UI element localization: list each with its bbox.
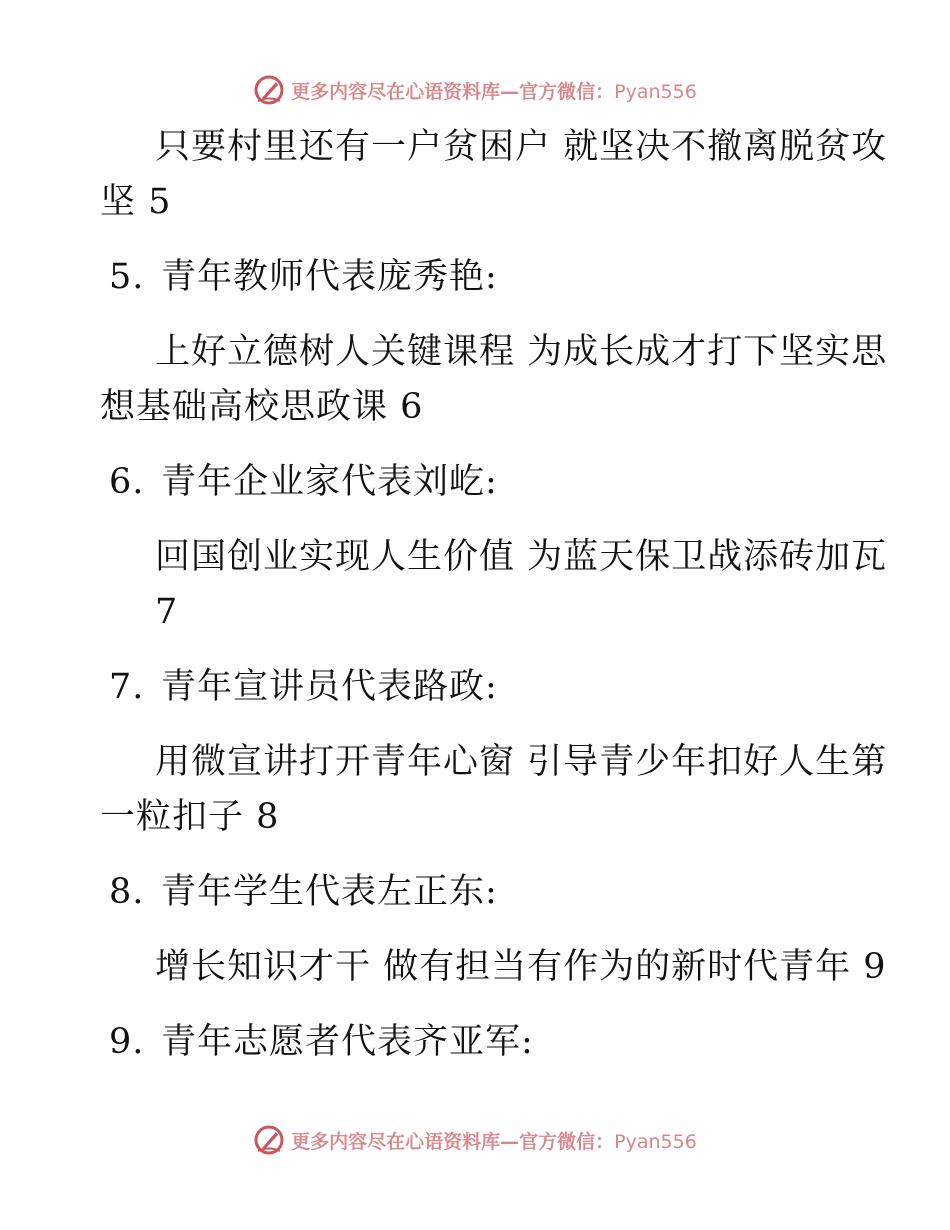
paragraph-line: 用微宣讲打开青年心窗 引导青少年扣好人生第 bbox=[155, 742, 888, 782]
paragraph-line: 坚 5 bbox=[100, 182, 172, 222]
watermark-header bbox=[0, 70, 950, 110]
paragraph-line: 回国创业实现人生价值 为蓝天保卫战添砖加瓦 bbox=[155, 537, 888, 577]
watermark-text: 更多内容尽在心语资料库—官方微信：Pyan556 bbox=[291, 1130, 697, 1153]
quill-logo-icon bbox=[253, 74, 285, 106]
paragraph-line: 想基础高校思政课 6 bbox=[100, 387, 424, 427]
section-title: 青年志愿者代表齐亚军: bbox=[161, 1022, 534, 1062]
quill-logo-icon bbox=[253, 1124, 285, 1156]
section-number: 6. bbox=[109, 462, 145, 502]
paragraph-line: 增长知识才干 做有担当有作为的新时代青年 9 bbox=[155, 947, 887, 987]
section-number: 5. bbox=[109, 257, 145, 297]
section-title: 青年学生代表左正东: bbox=[161, 872, 498, 912]
section-title: 青年企业家代表刘屹: bbox=[161, 462, 498, 502]
watermark-footer bbox=[0, 1120, 950, 1160]
section-heading bbox=[100, 455, 855, 510]
section-number: 9. bbox=[109, 1022, 145, 1062]
section-number: 7. bbox=[109, 667, 145, 707]
section-heading bbox=[100, 865, 855, 920]
section-number: 8. bbox=[109, 872, 145, 912]
watermark-text: 更多内容尽在心语资料库—官方微信：Pyan556 bbox=[291, 80, 697, 103]
document-body bbox=[100, 120, 888, 1070]
paragraph-line: 一粒扣子 8 bbox=[100, 797, 280, 837]
paragraph-line: 上好立德树人关键课程 为成长成才打下坚实思 bbox=[155, 332, 888, 372]
section-title: 青年宣讲员代表路政: bbox=[161, 667, 498, 707]
section-heading bbox=[100, 250, 855, 305]
section-heading bbox=[100, 1015, 855, 1070]
paragraph-line: 只要村里还有一户贫困户 就坚决不撤离脱贫攻 bbox=[155, 127, 888, 167]
paragraph-line: 7 bbox=[155, 592, 179, 632]
section-heading bbox=[100, 660, 855, 715]
section-title: 青年教师代表庞秀艳: bbox=[161, 257, 498, 297]
